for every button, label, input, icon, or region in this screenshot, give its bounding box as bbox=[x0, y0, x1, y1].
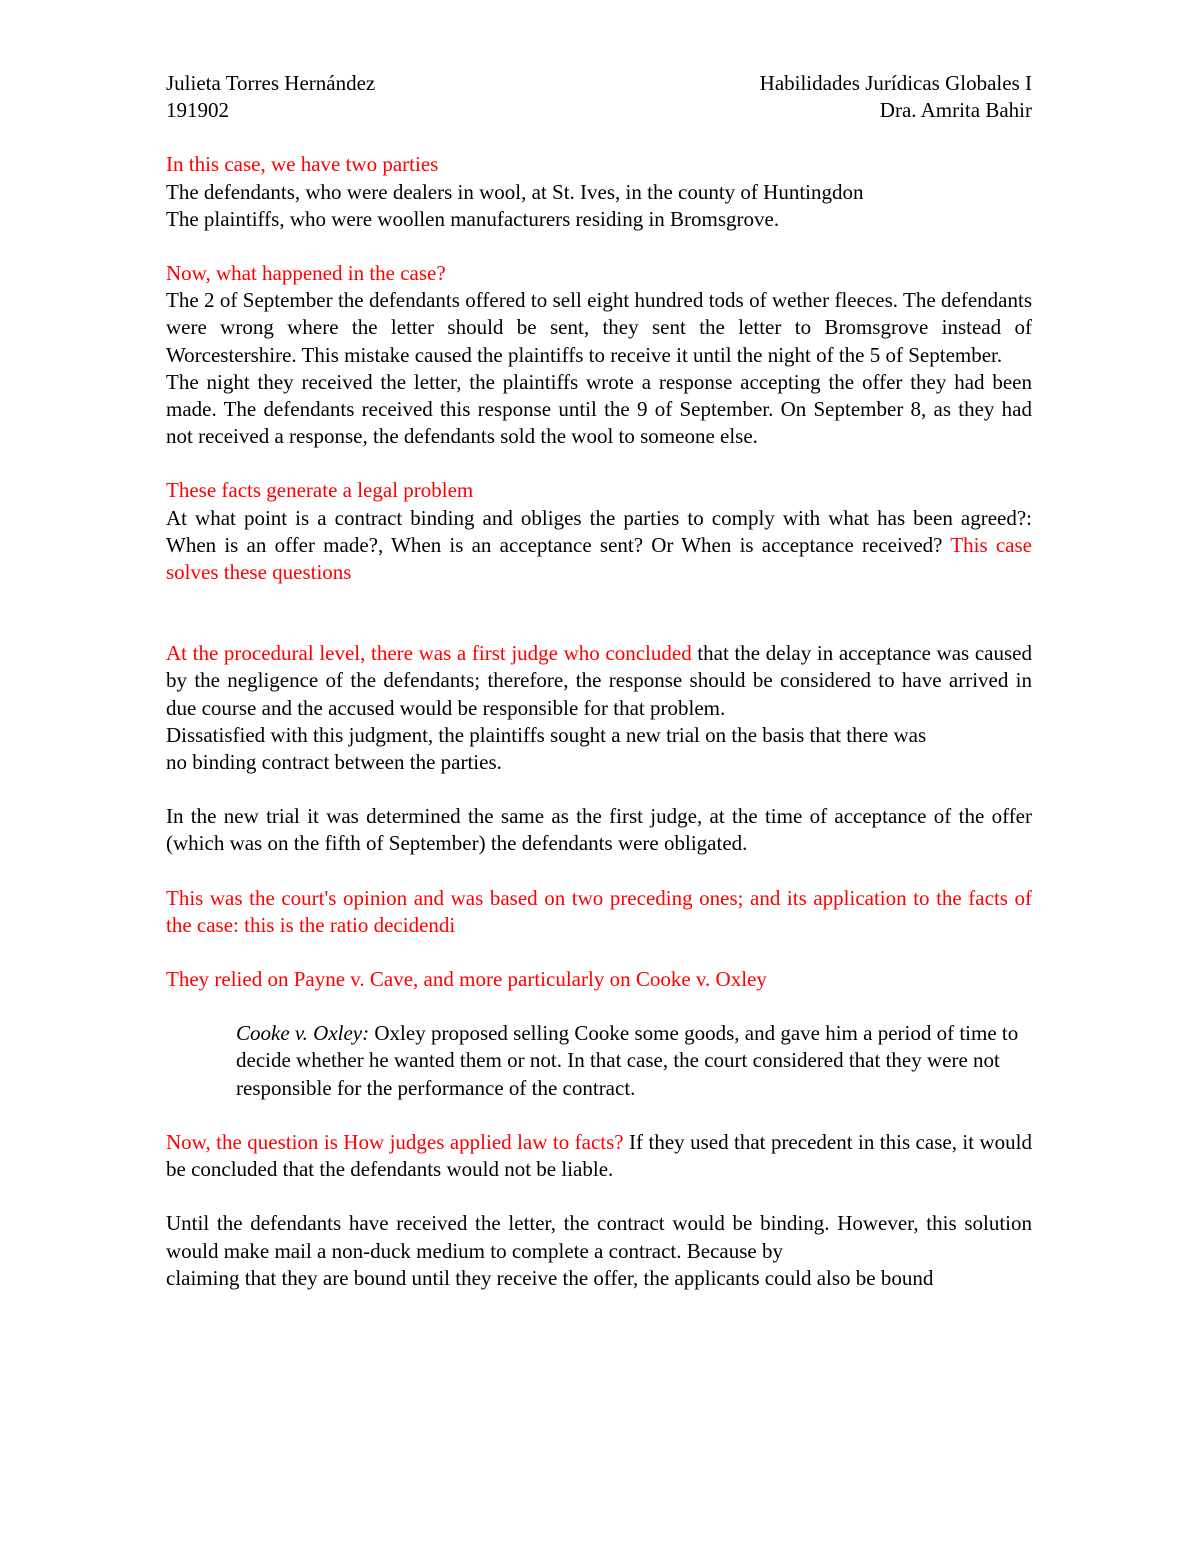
course-name: Habilidades Jurídicas Globales I bbox=[759, 71, 1032, 95]
spacer bbox=[166, 993, 1032, 1020]
problem-heading: These facts generate a legal problem bbox=[166, 478, 474, 503]
procedural-line-2: no binding contract between the parties. bbox=[166, 750, 502, 775]
question-text: If they used that precedent in this case, it would be concluded that the defendants would not be liable. bbox=[166, 1129, 1032, 1182]
spacer bbox=[166, 124, 1032, 151]
header-row-2 bbox=[166, 97, 1032, 124]
spacer bbox=[166, 776, 1032, 803]
problem-paragraph bbox=[166, 505, 1032, 587]
opinion-paragraph: This was the court's opinion and was based on two preceding ones; and its application to the facts of the case: this is the ratio decidendi bbox=[166, 885, 1032, 937]
precedents-paragraph: They relied on Payne v. Cave, and more particularly on Cooke v. Oxley bbox=[166, 967, 767, 992]
problem-highlight: This case solves these questions bbox=[166, 532, 1032, 585]
new-trial-paragraph: In the new trial it was determined the same as the first judge, at the time of acceptance of the offer (which was on the fifth of September) the defendants were obligated. bbox=[166, 804, 1032, 856]
facts-paragraph-1: The 2 of September the defendants offered to sell eight hundred tods of wether fleeces. The defendants were wrong where the letter should be sent, they sent the letter to Bromsgrove instead of Worcestershire. This mistake caused the plaintiffs to receive it until the night of the 5 of September. bbox=[166, 288, 1032, 367]
question-paragraph bbox=[166, 1129, 1032, 1183]
spacer bbox=[166, 858, 1032, 885]
problem-text: At what point is a contract binding and obliges the parties to comply with what has been agreed?: When is an offer made?, When is an acceptance sent? Or When is acceptance received? bbox=[166, 505, 1032, 557]
cooke-block-quote bbox=[236, 1020, 1032, 1102]
author-name: Julieta Torres Hernández bbox=[166, 71, 376, 95]
spacer bbox=[166, 450, 1032, 477]
procedural-line-1: Dissatisfied with this judgment, the plaintiffs sought a new trial on the basis that there was bbox=[166, 722, 927, 747]
facts-paragraph-2: The night they received the letter, the plaintiffs wrote a response accepting the offer they had been made. The defendants received this response until the 9 of September. On September 8, as they had not received a response, the defendants sold the wool to someone else. bbox=[166, 369, 1032, 449]
student-id: 191902 bbox=[166, 98, 229, 123]
conclusion-paragraph: Until the defendants have received the letter, the contract would be binding. However, this solution would make mail a non-duck medium to complete a contract. Because by bbox=[166, 1211, 1032, 1263]
document-page bbox=[166, 70, 1032, 1292]
header-row-1 bbox=[166, 70, 1032, 97]
professor-name: Dra. Amrita Bahir bbox=[879, 98, 1032, 123]
spacer bbox=[166, 1183, 1032, 1210]
conclusion-last-line: claiming that they are bound until they receive the offer, the applicants could also be bound bbox=[166, 1265, 934, 1290]
procedural-lead: At the procedural level, there was a first judge who concluded bbox=[166, 641, 692, 666]
spacer bbox=[166, 1102, 1032, 1129]
spacer bbox=[166, 939, 1032, 966]
question-lead: Now, the question is How judges applied law to facts? bbox=[166, 1129, 624, 1154]
facts-heading: Now, what happened in the case? bbox=[166, 261, 446, 286]
spacer bbox=[166, 233, 1032, 260]
cooke-text: Oxley proposed selling Cooke some goods, and gave him a period of time to decide whether he wanted them or not. In that case, the court considered that they were not responsible for the performance of the contract. bbox=[236, 1021, 1019, 1100]
parties-line-defendants: The defendants, who were dealers in wool, at St. Ives, in the county of Huntingdon bbox=[166, 179, 864, 204]
procedural-paragraph bbox=[166, 640, 1032, 722]
parties-line-plaintiffs: The plaintiffs, who were woollen manufacturers residing in Bromsgrove. bbox=[166, 206, 780, 231]
parties-heading: In this case, we have two parties bbox=[166, 152, 439, 177]
procedural-text: that the delay in acceptance was caused by the negligence of the defendants; therefore, the response should be considered to have arrived in due course and the accused would be responsible for that problem. bbox=[166, 641, 1032, 720]
cooke-case-name: Cooke v. Oxley: bbox=[236, 1021, 370, 1046]
spacer bbox=[166, 586, 1032, 640]
